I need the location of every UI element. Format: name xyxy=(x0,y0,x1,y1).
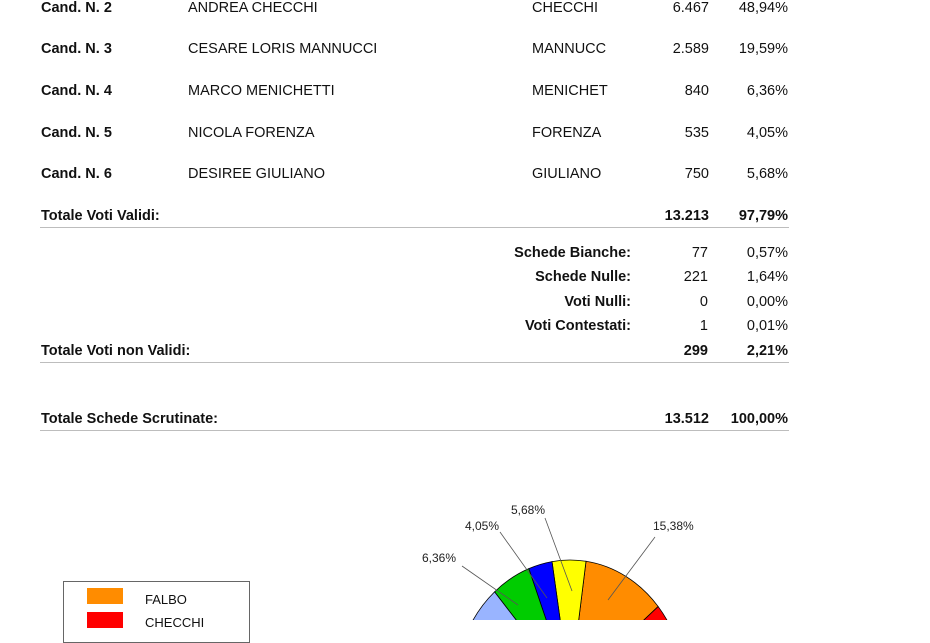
candidate-votes: 750 xyxy=(684,166,709,182)
candidate-percent: 4,05% xyxy=(746,125,788,141)
candidate-short-name: CHECCHI xyxy=(532,0,599,16)
valid-votes-total-label: Totale Voti Validi: xyxy=(41,208,160,224)
candidate-votes: 6.467 xyxy=(672,0,709,16)
scrutinized-total-count: 13.512 xyxy=(664,411,709,427)
invalid-item-percent: 0,57% xyxy=(746,245,788,261)
invalid-item-percent: 0,01% xyxy=(746,318,788,334)
pie-label-giuliano: 5,68% xyxy=(511,503,546,517)
candidate-name: NICOLA FORENZA xyxy=(188,125,315,141)
candidate-number: Cand. N. 4 xyxy=(41,83,112,99)
candidate-number: Cand. N. 2 xyxy=(41,0,112,16)
pie-label-menichetti: 6,36% xyxy=(422,551,457,565)
invalid-votes-total-label: Totale Voti non Validi: xyxy=(41,343,191,359)
legend-label-falbo: FALBO xyxy=(145,592,187,607)
invalid-item-label: Schede Nulle: xyxy=(535,269,631,285)
scrutinized-total-percent: 100,00% xyxy=(730,411,788,427)
candidate-votes: 535 xyxy=(684,125,709,141)
candidate-percent: 48,94% xyxy=(738,0,788,16)
invalid-item-count: 1 xyxy=(699,318,708,334)
invalid-item-label: Voti Contestati: xyxy=(524,318,631,334)
pie-legend xyxy=(63,581,250,643)
invalid-item-label: Voti Nulli: xyxy=(564,294,631,310)
candidate-votes: 2.589 xyxy=(672,41,709,57)
candidate-number: Cand. N. 3 xyxy=(41,41,112,57)
legend-swatch-falbo xyxy=(87,588,123,604)
invalid-votes-total-count: 299 xyxy=(683,343,708,359)
invalid-item-count: 221 xyxy=(683,269,708,285)
legend-label-checchi: CHECCHI xyxy=(145,615,205,630)
candidate-percent: 19,59% xyxy=(738,41,788,57)
candidate-short-name: MANNUCC xyxy=(532,41,607,57)
legend-swatch-checchi xyxy=(87,612,123,628)
candidate-short-name: GIULIANO xyxy=(532,166,602,182)
invalid-item-percent: 1,64% xyxy=(746,269,788,285)
invalid-item-count: 77 xyxy=(691,245,708,261)
invalid-votes-total-percent: 2,21% xyxy=(746,343,788,359)
candidate-name: MARCO MENICHETTI xyxy=(188,83,335,99)
invalid-item-count: 0 xyxy=(699,294,708,310)
pie-label-forenza: 4,05% xyxy=(465,519,500,533)
invalid-item-percent: 0,00% xyxy=(746,294,788,310)
candidate-short-name: MENICHET xyxy=(532,83,608,99)
candidate-number: Cand. N. 5 xyxy=(41,125,112,141)
valid-votes-total-percent: 97,79% xyxy=(738,208,788,224)
candidate-name: DESIREE GIULIANO xyxy=(188,166,325,182)
candidate-name: ANDREA CHECCHI xyxy=(188,0,318,16)
candidate-short-name: FORENZA xyxy=(532,125,602,141)
scrutinized-total-label: Totale Schede Scrutinate: xyxy=(41,411,218,427)
candidate-percent: 5,68% xyxy=(746,166,788,182)
candidate-votes: 840 xyxy=(684,83,709,99)
candidate-name: CESARE LORIS MANNUCCI xyxy=(188,41,378,57)
pie-label-falbo: 15,38% xyxy=(653,519,694,533)
candidate-percent: 6,36% xyxy=(746,83,788,99)
candidate-number: Cand. N. 6 xyxy=(41,166,112,182)
valid-votes-total-count: 13.213 xyxy=(664,208,709,224)
invalid-item-label: Schede Bianche: xyxy=(514,245,631,261)
